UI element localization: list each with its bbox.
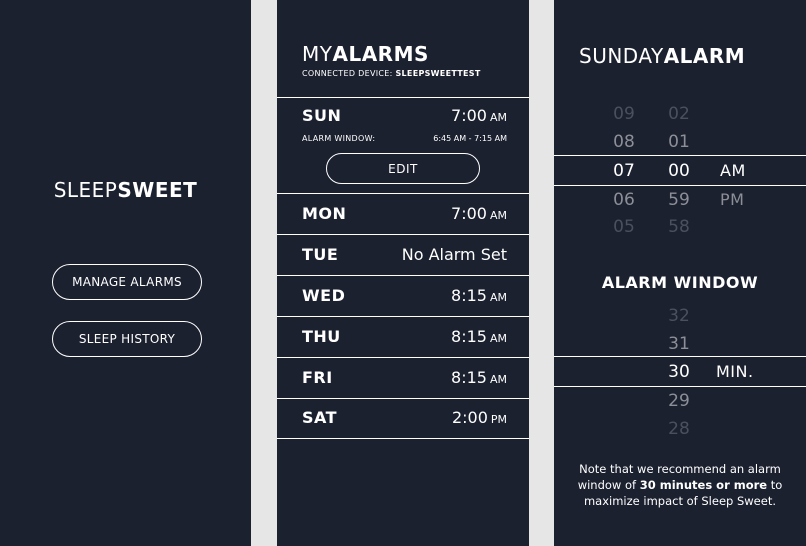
day-label: SAT — [302, 408, 338, 427]
note-text: Note that we recommend an alarm window of — [577, 462, 781, 492]
day-label: TUE — [302, 245, 339, 264]
connected-device-label — [302, 69, 481, 78]
title-light-text: MY — [302, 42, 333, 66]
time-ampm: AM — [489, 332, 507, 345]
day-label: WED — [302, 286, 346, 305]
time-ampm: AM — [489, 373, 507, 386]
minute-option[interactable]: 58 — [668, 217, 690, 237]
time-value: 8:15 — [451, 327, 487, 346]
recommendation-note — [568, 461, 792, 509]
ampm-option[interactable]: PM — [720, 190, 745, 209]
hour-option[interactable]: 05 — [613, 217, 635, 237]
time-value: 7:00 — [451, 204, 487, 223]
selection-line-bottom — [554, 386, 806, 387]
time-ampm: PM — [490, 413, 507, 426]
time-value: 8:15 — [451, 286, 487, 305]
sleep-history-button[interactable]: SLEEP HISTORY — [52, 321, 202, 357]
time-ampm: AM — [489, 111, 507, 124]
my-alarms-screen — [277, 0, 529, 546]
device-prefix: CONNECTED DEVICE: — [302, 69, 393, 78]
title-bold-text: ALARM — [663, 44, 746, 68]
alarm-time — [451, 204, 507, 223]
device-name: SLEEPSWEETTEST — [395, 69, 481, 78]
logo-bold-text: SWEET — [117, 178, 198, 202]
window-option[interactable]: 29 — [668, 391, 690, 411]
logo-light-text: SLEEP — [53, 178, 118, 202]
hour-selected[interactable]: 07 — [613, 161, 635, 181]
hour-option[interactable]: 08 — [613, 132, 635, 152]
alarm-window-label: ALARM WINDOW: — [302, 134, 376, 143]
alarm-row-mon[interactable] — [277, 194, 529, 234]
time-ampm: AM — [489, 209, 507, 222]
minute-option[interactable]: 01 — [668, 132, 690, 152]
alarm-window-title: ALARM WINDOW — [601, 273, 759, 292]
selection-line-bottom — [554, 185, 806, 186]
sunday-alarm-screen — [554, 0, 806, 546]
alarm-window-range: 6:45 AM - 7:15 AM — [433, 134, 507, 143]
time-value: 2:00 — [451, 408, 488, 427]
window-option[interactable]: 28 — [668, 419, 690, 439]
day-label: MON — [302, 204, 347, 223]
manage-alarms-button[interactable]: MANAGE ALARMS — [52, 264, 202, 300]
edit-button[interactable]: EDIT — [326, 153, 480, 184]
ampm-selected[interactable]: AM — [720, 161, 746, 180]
alarm-time — [451, 286, 507, 305]
alarm-time-sun — [451, 106, 507, 125]
alarm-row-thu[interactable] — [277, 317, 529, 357]
home-screen — [0, 0, 251, 546]
minute-selected[interactable]: 00 — [668, 161, 690, 181]
time-value: 8:15 — [451, 368, 487, 387]
alarm-time — [452, 408, 507, 427]
hour-option[interactable]: 06 — [613, 190, 635, 210]
hour-option[interactable]: 09 — [613, 104, 635, 124]
alarm-time — [451, 368, 507, 387]
window-selected[interactable]: 30 — [668, 362, 690, 382]
window-option[interactable]: 32 — [668, 306, 690, 326]
alarm-row-fri[interactable] — [277, 358, 529, 398]
day-label: THU — [302, 327, 341, 346]
time-value: No Alarm Set — [401, 245, 507, 264]
window-unit-label: MIN. — [716, 362, 754, 381]
alarm-time — [451, 327, 507, 346]
alarm-row-sat[interactable] — [277, 399, 529, 439]
day-label: FRI — [302, 368, 333, 387]
alarm-row-tue[interactable] — [277, 235, 529, 275]
selection-line-top — [554, 356, 806, 357]
minute-option[interactable]: 59 — [668, 190, 690, 210]
app-logo — [0, 178, 251, 202]
alarm-row-wed[interactable] — [277, 276, 529, 316]
page-title — [579, 44, 745, 68]
time-value: 7:00 — [451, 106, 487, 125]
day-label-sun: SUN — [302, 106, 342, 125]
window-option[interactable]: 31 — [668, 334, 690, 354]
time-ampm: AM — [489, 291, 507, 304]
alarm-time — [402, 245, 507, 264]
divider — [277, 97, 529, 98]
note-emphasis: 30 minutes or more — [639, 478, 768, 492]
title-light-text: SUNDAY — [579, 44, 664, 68]
note-text: to maximize impact of Sleep Sweet. — [583, 478, 783, 508]
minute-option[interactable]: 02 — [668, 104, 690, 124]
divider — [277, 438, 529, 439]
title-bold-text: ALARMS — [332, 42, 429, 66]
selection-line-top — [554, 155, 806, 156]
page-title — [302, 42, 429, 66]
